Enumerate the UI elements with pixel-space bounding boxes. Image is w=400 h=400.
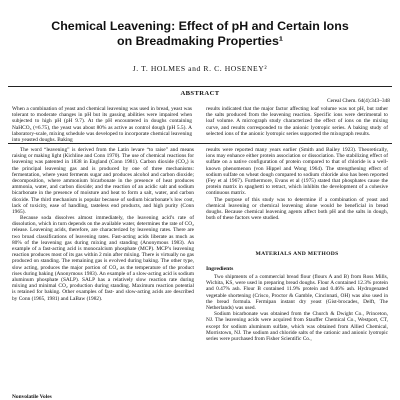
ingredients-text xyxy=(206,274,388,342)
abstract-bottom-rule xyxy=(8,143,392,144)
authors: J. T. HOLMES and R. C. HOSENEY² xyxy=(132,64,268,73)
abstract-left-text: When a combination of yeast and chemical leavening was used in bread, yeast was tolerant to moderate changes in pH but its gassing abilities were impaired when subjected to high pH (pH 9.7). At the pH encountered in doughs containing NaHCO₃ (≈6.75), the yeast was about 80% as active as control dough (pH 5.5). A laboratory-scale, mixing schedule was developed to incorporate chemical leavening into yeasted doughs. Baking xyxy=(12,106,192,143)
ingredients-heading: Ingredients xyxy=(206,266,234,272)
nonvolatile-heading: Nonvolatile Voles xyxy=(12,394,52,400)
ingredients-paragraph: Sodium bicarbonate was obtained from the Church & Dwight Co., Princeton, NJ. The leavening acids were acquired from Stauffer Chemical Co., Westport, CT, except for sodium aluminum sulfate, which was obtained from Allied Chemical, Morristown, NJ. The sodium and chloride salts of the cationic and anionic lyotropic series were purchased from Fisher Scientific Co., xyxy=(206,311,388,342)
right-paragraph: results were reported many years earlier (Smith and Bailey 1923). Theoretically, ions may enhance either protein association or dissociation. The stabilizing effect of sulfate on a native configuration of protein compared to that of chloride is a well-known phenomenon (von Hippel and Wong 1964). The strengthening effect of sodium sulfate on wheat dough compared to sodium chloride also has been reported (Fey et al 1967). Furthermore, Evans et al (1975) stated that phosphates cause the protein matrix in spaghetti to retract, which inhibits the development of a cohesive continuous matrix. xyxy=(206,147,388,197)
paper-title-line-1: Chemical Leavening: Effect of pH and Certain Ions xyxy=(51,19,349,33)
abstract-top-rule xyxy=(8,86,392,87)
right-paragraph: The purpose of this study was to determine if a combination of yeast and chemical leavening or chemical leavening alone would be beneficial in bread doughs. Because chemical leavening agents affect both pH and the salts in dough, both of these factors were studied. xyxy=(206,196,388,222)
abstract-heading: ABSTRACT xyxy=(180,90,220,97)
ingredients-paragraph: Two shipments of a commercial bread flour (flours A and B) from Ross Mills, Wichita, KS, were used in preparing bread doughs. Flour A contained 12.3% protein and 0.47% ash. Flour B contained 11.9% protein and 0.46% ash. Hydrogenated vegetable shortening (Crisco, Proctor & Gamble, Cincinnati, OH) was also used in the bread formula. Fermipan instant dry yeast (Gist-brocades, Delft, The Netherlands) was used. xyxy=(206,274,388,311)
journal-citation: Cereal Chem. 64(4):343–348 xyxy=(326,98,390,104)
intro-paragraph: Because soda dissolves almost immediately, the leavening acid’s rate of dissolution, which in turn depends on the available water, determines the rate of CO₂ release. Leavening acids, therefore, are characterized by leavening rates. There are two broad classifications of leavening rates. Fast-acting acids liberate as much as 80% of the leavening gas during mixing and standing (Anonymous 1983). An example of a fast-acting acid is monocalcium phosphate (MCP). MCP’s leavening reaction produces most of its gas within 2 min after mixing. There is virtually no gas produced on standing. The remaining gas is evolved during baking. The other type, slow acting, produces the major portion of CO₂ as the temperature of the product rises during baking (Anonymous 1983). An example of a slow-acting acid is sodium aluminum phosphate (SALP). SALP has a relatively slow reaction rate during mixing and minimal CO₂ production during standing. Maximum reaction potential is retained for baking. Other examples of fast- and slow-acting acids are described by Conn (1965, 1981) and LaBaw (1982). xyxy=(12,215,194,302)
intro-column xyxy=(12,147,194,302)
abstract-right-text: results indicated that the major factor affecting loaf volume was not pH, but rather the salts produced from the leavening reaction. Specific ions were detrimental to loaf volume. A micrograph study characterized the effect of ions on the mixing curve, and results corresponded to the anionic lyotropic series. A baking study of selected ions of the anionic lyotropic series supported the mixograph results. xyxy=(206,106,388,137)
materials-methods-heading: MATERIALS AND METHODS xyxy=(255,251,339,257)
paper-title-line-2: on Breadmaking Properties¹ xyxy=(117,34,283,48)
right-column-intro xyxy=(206,147,388,221)
intro-paragraph: The word “leavening” is derived from the Latin levare “to raise” and means raising or making light (Kichline and Conn 1970). The use of chemical reactions for leavening was patented in 1838 in England (Conn 1981). Carbon dioxide (CO₂) is the principal leavening gas and is produced by one of three mechanisms: fermentation, where yeast ferments sugar and produces alcohol and carbon dioxide; decomposition, where ammonium bicarbonate in the presence of heat produces ammonia, water, and carbon dioxide; and the reaction of an acidic salt and sodium bicarbonate in the presence of moisture and heat to form a salt, water, and carbon dioxide. The third mechanism is popular because of sodium bicarbonate’s low cost, lack of toxicity, ease of handling, tasteless end products, and high purity (Conn 1965). xyxy=(12,147,194,215)
